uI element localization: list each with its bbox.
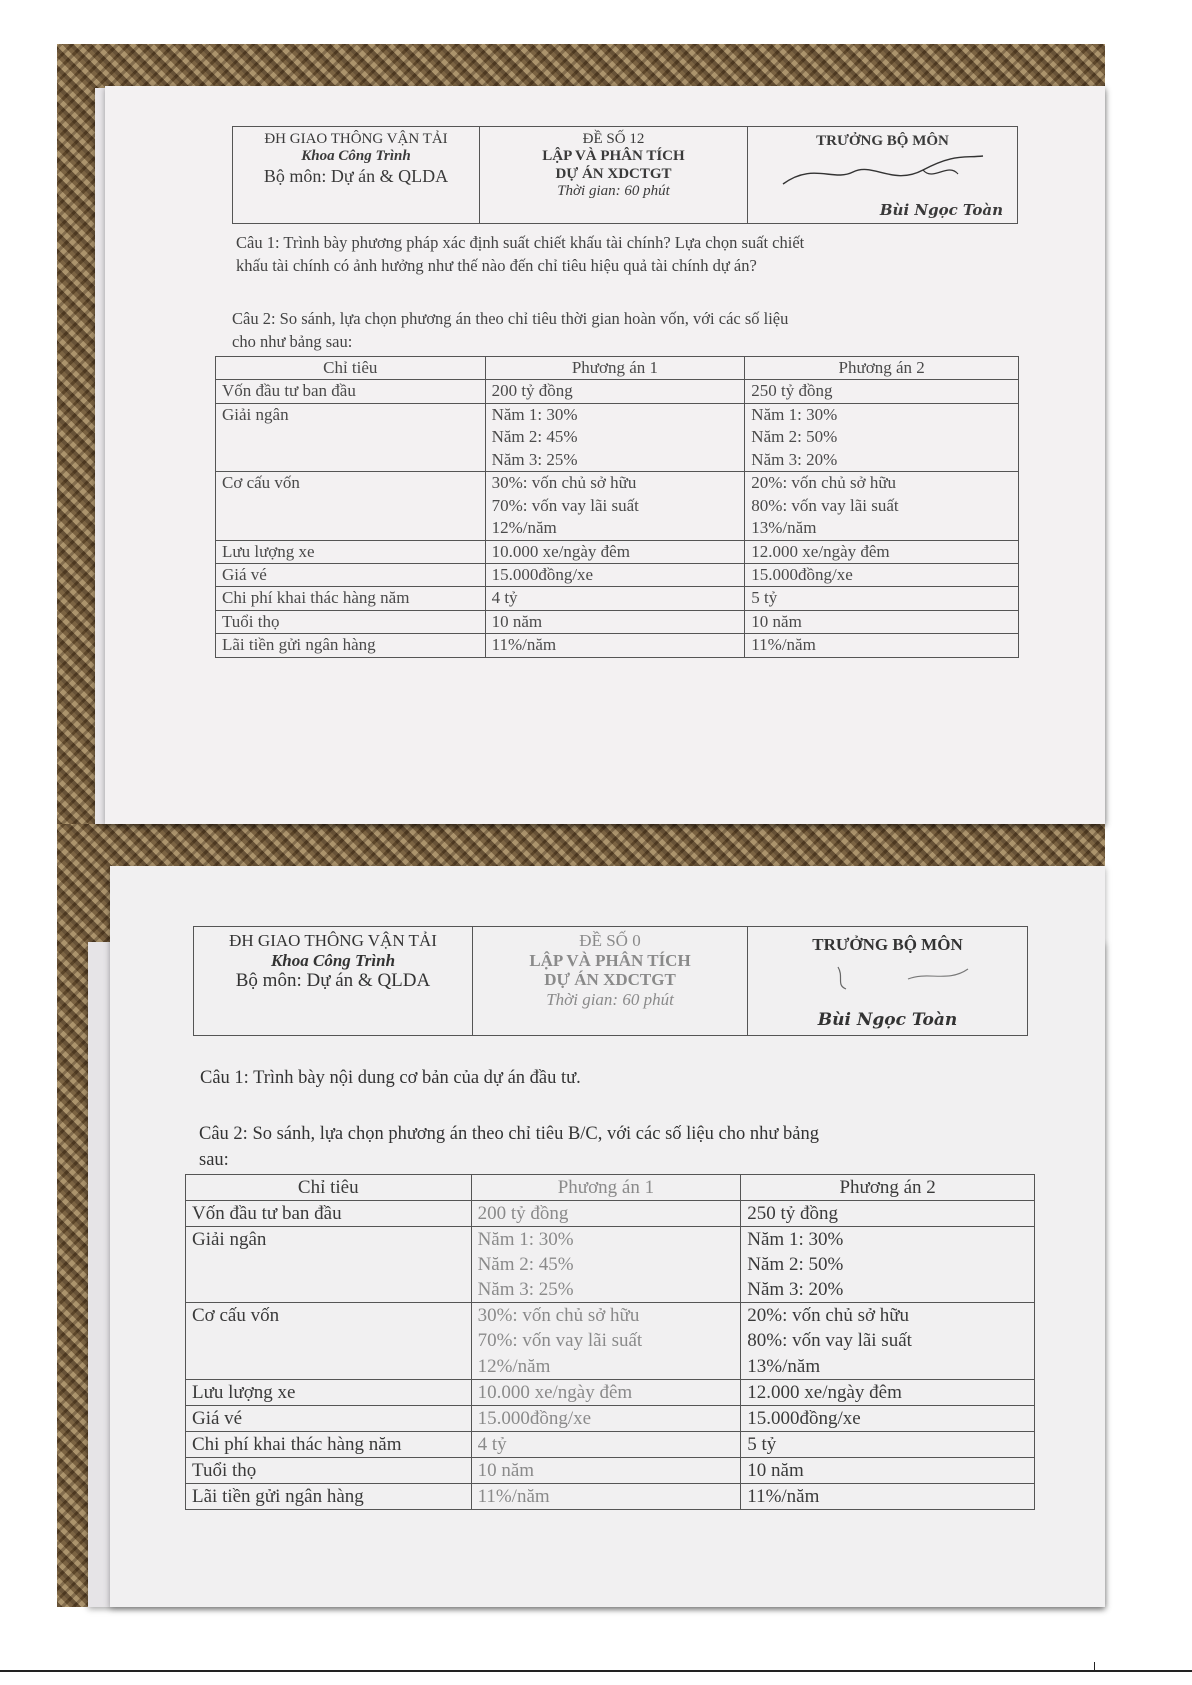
option-1-cell bbox=[485, 587, 745, 610]
option-1-cell bbox=[485, 634, 745, 657]
table-row bbox=[216, 634, 1019, 657]
cell-text: 10 năm bbox=[477, 1459, 535, 1481]
signature-scribble bbox=[773, 152, 993, 192]
table-header-row bbox=[216, 357, 1019, 380]
approver-name: Bùi Ngọc Toàn bbox=[817, 1010, 958, 1031]
signature-scribble bbox=[788, 959, 988, 993]
cell-text: 12%/năm bbox=[477, 1355, 551, 1377]
cell-text: 12.000 xe/ngày đêm bbox=[751, 541, 890, 561]
cell-text: 5 tỷ bbox=[747, 1433, 777, 1455]
table-row bbox=[186, 1303, 1035, 1379]
cell-text: Năm 2: 45% bbox=[477, 1254, 574, 1276]
row-label: Giá vé bbox=[216, 563, 486, 586]
option-1-cell bbox=[485, 563, 745, 586]
option-1-cell bbox=[471, 1379, 741, 1405]
option-2-cell bbox=[745, 634, 1019, 657]
question-2 bbox=[199, 1122, 819, 1173]
option-1-cell bbox=[485, 380, 745, 403]
question-1-line: Câu 1: Trình bày phương pháp xác định suất chiết khấu tài chính? Lựa chọn suất chiết bbox=[236, 233, 805, 252]
cell-text: 20%: vốn chủ sở hữu bbox=[747, 1305, 910, 1327]
cell-text: 250 tỷ đồng bbox=[747, 1203, 839, 1225]
question-1-line: Câu 1: Trình bày nội dung cơ bản của dự án đầu tư. bbox=[200, 1068, 581, 1088]
cell-text: 4 tỷ bbox=[491, 588, 518, 608]
cell-text: 13%/năm bbox=[751, 518, 817, 538]
row-label: Chi phí khai thác hàng năm bbox=[186, 1431, 472, 1457]
table-column-header: Chỉ tiêu bbox=[216, 357, 486, 380]
header-institution bbox=[194, 927, 472, 1035]
option-2-cell bbox=[741, 1405, 1035, 1431]
table-column-header: Phương án 1 bbox=[471, 1175, 741, 1201]
faculty-name: Khoa Công Trình bbox=[301, 148, 411, 165]
cell-text: 13%/năm bbox=[747, 1355, 821, 1377]
question-1-line: khấu tài chính có ảnh hưởng như thế nào đến chỉ tiêu hiệu quả tài chính dự án? bbox=[236, 255, 757, 275]
department-name: Bộ môn: Dự án & QLDA bbox=[235, 970, 431, 992]
row-label: Giải ngân bbox=[186, 1227, 472, 1303]
option-2-cell bbox=[741, 1201, 1035, 1227]
cell-text: 11%/năm bbox=[747, 1485, 820, 1507]
table-row bbox=[186, 1483, 1035, 1509]
option-2-cell bbox=[745, 472, 1019, 540]
question-2 bbox=[232, 308, 788, 354]
option-2-cell bbox=[745, 403, 1019, 471]
question-2-line: Câu 2: So sánh, lựa chọn phương án theo chỉ tiêu B/C, với các số liệu cho như bảng bbox=[199, 1124, 819, 1144]
option-2-cell bbox=[741, 1303, 1035, 1379]
table-row bbox=[186, 1227, 1035, 1303]
cell-text: 10 năm bbox=[747, 1459, 804, 1481]
option-1-cell bbox=[471, 1431, 741, 1457]
row-label: Cơ cấu vốn bbox=[216, 472, 486, 540]
option-2-cell bbox=[745, 610, 1019, 633]
table-row bbox=[186, 1431, 1035, 1457]
option-1-cell bbox=[485, 403, 745, 471]
exam-number: ĐỀ SỐ 12 bbox=[582, 131, 645, 147]
option-2-cell bbox=[745, 587, 1019, 610]
cell-text: 12.000 xe/ngày đêm bbox=[747, 1381, 902, 1403]
option-1-cell bbox=[471, 1405, 741, 1431]
cell-text: 10 năm bbox=[751, 611, 802, 631]
cell-text: 30%: vốn chủ sở hữu bbox=[491, 473, 637, 493]
cell-text: 20%: vốn chủ sở hữu bbox=[751, 473, 897, 493]
option-1-cell bbox=[471, 1201, 741, 1227]
cell-text: Năm 1: 30% bbox=[491, 404, 578, 424]
cell-text: Năm 3: 25% bbox=[477, 1279, 574, 1301]
row-label: Chi phí khai thác hàng năm bbox=[216, 587, 486, 610]
cell-text: 250 tỷ đồng bbox=[751, 381, 833, 401]
cell-text: 80%: vốn vay lãi suất bbox=[751, 495, 899, 515]
table-row bbox=[216, 587, 1019, 610]
option-2-cell bbox=[741, 1227, 1035, 1303]
option-2-cell bbox=[741, 1483, 1035, 1509]
option-2-cell bbox=[745, 540, 1019, 563]
question-2-line: sau: bbox=[199, 1149, 229, 1170]
table-row bbox=[186, 1379, 1035, 1405]
row-label: Vốn đầu tư ban đầu bbox=[216, 380, 486, 403]
table-row bbox=[216, 380, 1019, 403]
table-row bbox=[216, 403, 1019, 471]
row-label: Giá vé bbox=[186, 1405, 472, 1431]
header-institution bbox=[233, 127, 479, 223]
option-2-cell bbox=[745, 380, 1019, 403]
cell-text: Năm 3: 25% bbox=[491, 449, 578, 469]
cell-text: Năm 3: 20% bbox=[747, 1279, 844, 1301]
question-2-line: cho như bảng sau: bbox=[232, 331, 353, 351]
approver-title: TRƯỞNG BỘ MÔN bbox=[816, 133, 949, 149]
header-approval bbox=[747, 127, 1017, 223]
exam-title-line1: LẬP VÀ PHÂN TÍCH bbox=[529, 950, 691, 970]
divider-tick bbox=[1094, 1662, 1095, 1672]
option-1-cell bbox=[471, 1303, 741, 1379]
cell-text: Năm 2: 50% bbox=[747, 1254, 844, 1276]
cell-text: 15.000đồng/xe bbox=[747, 1407, 861, 1429]
option-1-cell bbox=[471, 1227, 741, 1303]
exam-title-line1: LẬP VÀ PHÂN TÍCH bbox=[542, 148, 685, 165]
cell-text: 4 tỷ bbox=[477, 1433, 507, 1455]
row-label: Vốn đầu tư ban đầu bbox=[186, 1201, 472, 1227]
table-column-header: Phương án 1 bbox=[485, 357, 745, 380]
cell-text: Năm 1: 30% bbox=[477, 1229, 574, 1251]
option-1-cell bbox=[471, 1457, 741, 1483]
cell-text: 15.000đồng/xe bbox=[477, 1407, 592, 1429]
divider-line bbox=[0, 1670, 1192, 1672]
option-2-cell bbox=[741, 1379, 1035, 1405]
cell-text: Năm 2: 45% bbox=[491, 427, 578, 447]
table-header-row bbox=[186, 1175, 1035, 1201]
faculty-name: Khoa Công Trình bbox=[270, 950, 396, 970]
university-name: ĐH GIAO THÔNG VẬN TẢI bbox=[229, 931, 437, 950]
comparison-table bbox=[215, 356, 1019, 658]
option-2-cell bbox=[741, 1431, 1035, 1457]
cell-text: 10 năm bbox=[491, 611, 543, 631]
option-1-cell bbox=[485, 540, 745, 563]
row-label: Lưu lượng xe bbox=[186, 1379, 472, 1405]
cell-text: Năm 1: 30% bbox=[747, 1229, 844, 1251]
table-column-header: Phương án 2 bbox=[745, 357, 1019, 380]
row-label: Tuổi thọ bbox=[216, 610, 486, 633]
cell-text: 10.000 xe/ngày đêm bbox=[491, 541, 630, 561]
question-1 bbox=[200, 1066, 581, 1092]
table-row bbox=[186, 1201, 1035, 1227]
cell-text: 5 tỷ bbox=[751, 588, 778, 608]
table-column-header: Chỉ tiêu bbox=[186, 1175, 472, 1201]
question-2-line: Câu 2: So sánh, lựa chọn phương án theo chỉ tiêu thời gian hoàn vốn, với các số liệu bbox=[232, 309, 789, 328]
row-label: Lãi tiền gửi ngân hàng bbox=[186, 1483, 472, 1509]
cell-text: 10.000 xe/ngày đêm bbox=[477, 1381, 633, 1403]
exam-header bbox=[193, 926, 1028, 1036]
header-exam-info bbox=[472, 927, 747, 1035]
cell-text: 11%/năm bbox=[751, 635, 816, 655]
cell-text: 11%/năm bbox=[491, 635, 557, 655]
option-1-cell bbox=[485, 472, 745, 540]
header-approval bbox=[747, 927, 1027, 1035]
row-label: Cơ cấu vốn bbox=[186, 1303, 472, 1379]
table-column-header: Phương án 2 bbox=[741, 1175, 1035, 1201]
exam-duration: Thời gian: 60 phút bbox=[546, 989, 674, 1009]
exam-title-line2: DỰ ÁN XDCTGT bbox=[544, 970, 676, 990]
cell-text: 15.000đồng/xe bbox=[491, 564, 594, 584]
exam-number: ĐỀ SỐ 0 bbox=[579, 931, 641, 950]
table-row bbox=[216, 472, 1019, 540]
cell-text: 70%: vốn vay lãi suất bbox=[491, 495, 639, 515]
cell-text: 30%: vốn chủ sở hữu bbox=[477, 1305, 640, 1327]
table-row bbox=[186, 1457, 1035, 1483]
cell-text: Năm 3: 20% bbox=[751, 449, 838, 469]
cell-text: 200 tỷ đồng bbox=[491, 381, 573, 401]
row-label: Tuổi thọ bbox=[186, 1457, 472, 1483]
question-1 bbox=[236, 232, 804, 278]
row-label: Lưu lượng xe bbox=[216, 540, 486, 563]
approver-title: TRƯỞNG BỘ MÔN bbox=[812, 935, 963, 954]
table-row bbox=[216, 610, 1019, 633]
university-name: ĐH GIAO THÔNG VẬN TẢI bbox=[264, 131, 448, 147]
option-1-cell bbox=[485, 610, 745, 633]
row-label: Lãi tiền gửi ngân hàng bbox=[216, 634, 486, 657]
row-label: Giải ngân bbox=[216, 403, 486, 471]
option-1-cell bbox=[471, 1483, 741, 1509]
cell-text: 15.000đồng/xe bbox=[751, 564, 853, 584]
cell-text: 12%/năm bbox=[491, 518, 557, 538]
exam-duration: Thời gian: 60 phút bbox=[557, 182, 670, 199]
table-row bbox=[216, 563, 1019, 586]
header-exam-info bbox=[479, 127, 747, 223]
cell-text: 200 tỷ đồng bbox=[477, 1203, 569, 1225]
cell-text: 80%: vốn vay lãi suất bbox=[747, 1330, 912, 1352]
cell-text: Năm 1: 30% bbox=[751, 404, 838, 424]
exam-title-line2: DỰ ÁN XDCTGT bbox=[555, 165, 672, 182]
cell-text: Năm 2: 50% bbox=[751, 427, 838, 447]
option-2-cell bbox=[741, 1457, 1035, 1483]
option-2-cell bbox=[745, 563, 1019, 586]
approver-name: Bùi Ngọc Toàn bbox=[879, 200, 1003, 219]
comparison-table bbox=[185, 1174, 1035, 1510]
cell-text: 11%/năm bbox=[477, 1485, 550, 1507]
department-name: Bộ môn: Dự án & QLDA bbox=[263, 165, 449, 186]
table-row bbox=[186, 1405, 1035, 1431]
table-row bbox=[216, 540, 1019, 563]
exam-header bbox=[232, 126, 1018, 224]
cell-text: 70%: vốn vay lãi suất bbox=[477, 1330, 643, 1352]
